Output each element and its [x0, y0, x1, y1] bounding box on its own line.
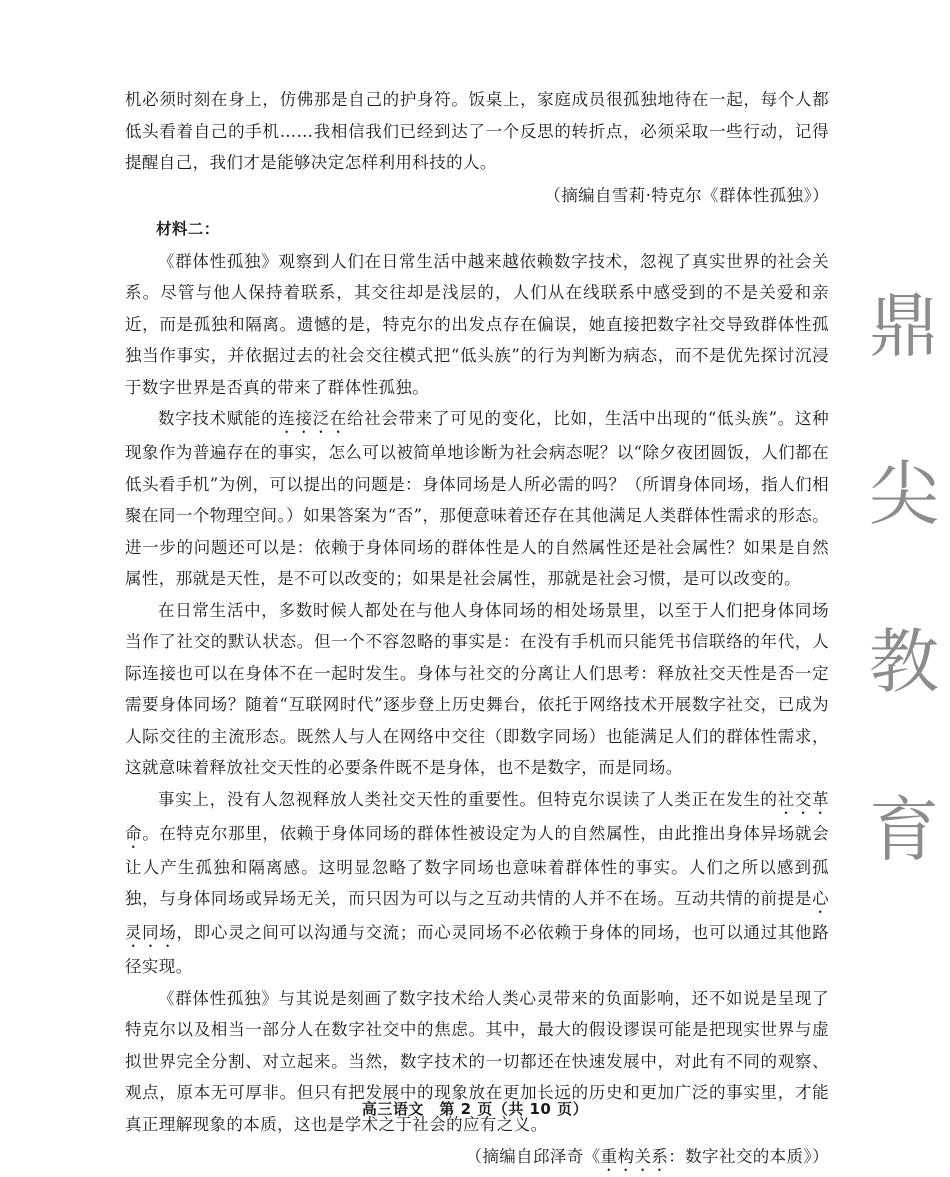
emphasis-xinling-tongchang: 心灵同场	[125, 889, 829, 942]
page-footer: 高三语文 第 2 页（共 10 页）	[361, 1100, 589, 1118]
paragraph-2-text-b: 给社会带来了可见的变化，比如，生活中出现的“低头族”。这种现象作为普遍存在的事实，怎么可以被简单地诊断为社会病态呢？以“除夕夜团圆饭，人们都在低头看手机”为例，可以提出的问题是：身体同场是人所必需的吗？（所谓身体同场，指人们相聚在同一个物理空间。）如果答案为“否”，那便意味着还存在其他满足人类群体性需求的形态。进一步的问题还可以是：依赖于身体同场的群体性是人的自然属性还是社会属性？如果是自然属性，那就是天性，是不可以改变的；如果是社会属性，那就是社会习惯，是可以改变的。	[125, 409, 829, 588]
paragraph-4-text-c: ，即心灵之间可以沟通与交流；而心灵同场不必依赖于身体的同场，也可以通过其他路径实现。	[125, 923, 830, 976]
paragraph-4-text-a: 事实上，没有人忽视释放人类社交天性的重要性。但特克尔误读了人类正在发生的	[158, 789, 778, 809]
source-2-text-b: ：数字社交的本质》）	[668, 1147, 829, 1166]
paragraph-2-text-a: 数字技术赋能的	[158, 409, 279, 428]
source-citation-1: （摘编自雪莉·特克尔《群体性孤独》）	[544, 185, 829, 205]
watermark-char-2: 尖	[869, 453, 939, 535]
material-2-heading: 材料二：	[156, 220, 220, 238]
watermark-char-4: 育	[869, 789, 939, 871]
source-citation-2	[125, 1141, 829, 1175]
paragraph-2	[125, 403, 829, 595]
emphasis-chonggou-guanxi: 重构关系	[600, 1147, 669, 1166]
emphasis-shejiao-geming: 社交革命	[125, 789, 829, 843]
paragraph-5: 《群体性孤独》与其说是刻画了数字技术给人类心灵带来的负面影响，还不如说是呈现了特克尔以及相当一部分人在数字社交中的焦虑。其中，最大的假设谬误可能是把现实世界与虚拟世界完全分割、对立起来。当然，数字技术的一切都还在快速发展中，对此有不同的观察、观点，原本无可厚非。但只有把发展中的现象放在更加长远的历史和更加广泛的事实里，才能真正理解现象的本质，这也是学术之于社会的应有之义。	[125, 988, 829, 1134]
watermark-char-1: 鼎	[869, 285, 939, 367]
paragraph-1: 《群体性孤独》观察到人们在日常生活中越来越依赖数字技术，忽视了真实世界的社会关系。尽管与他人保持着联系，其交往却是浅层的，人们从在线联系中感受到的不是关爱和亲近，而是孤独和隔离。遗憾的是，特克尔的出发点存在偏误，她直接把数字社交导致群体性孤独当作事实，并依据过去的社会交往模式把“低头族”的行为判断为病态，而不是优先探讨沉浸于数字世界是否真的带来了群体性孤独。	[125, 251, 829, 397]
watermark-char-3: 教	[869, 621, 939, 703]
emphasis-lianjie-fanzai: 连接泛在	[278, 409, 348, 428]
continued-paragraph: 机必须时刻在身上，仿佛那是自己的护身符。饭桌上，家庭成员很孤独地待在一起，每个人都低头看着自己的手机……我相信我们已经到达了一个反思的转折点，必须采取一些行动，记得提醒自己，我们才是能够决定怎样利用科技的人。	[125, 90, 829, 172]
source-2-text-a: （摘编自邱泽奇《	[465, 1147, 601, 1166]
paragraph-4-text-b: 。在特克尔那里，依赖于身体同场的群体性被设定为人的自然属性，由此推出身体异场就会让人产生孤独和隔离感。这明显忽略了数字同场也意味着群体性的事实。人们之所以感到孤独，与身体同场或异场无关，而只因为可以与之互动共情的人并不在场。互动共情的前提是	[125, 823, 830, 908]
paragraph-4	[125, 784, 829, 983]
paragraph-3: 在日常生活中，多数时候人都处在与他人身体同场的相处场景里，以至于人们把身体同场当作了社交的默认状态。但一个不容忽略的事实是：在没有手机而只能凭书信联络的年代，人际连接也可以在身体不在一起时发生。身体与社交的分离让人们思考：释放社交天性是否一定需要身体同场？随着“互联网时代”逐步登上历史舞台，依托于网络技术开展数字社交，已成为人际交往的主流形态。既然人与人在网络中交往（即数字同场）也能满足人们的群体性需求，这就意味着释放社交天性的必要条件既不是身体，也不是数字，而是同场。	[125, 600, 829, 777]
document-body	[125, 84, 829, 1175]
